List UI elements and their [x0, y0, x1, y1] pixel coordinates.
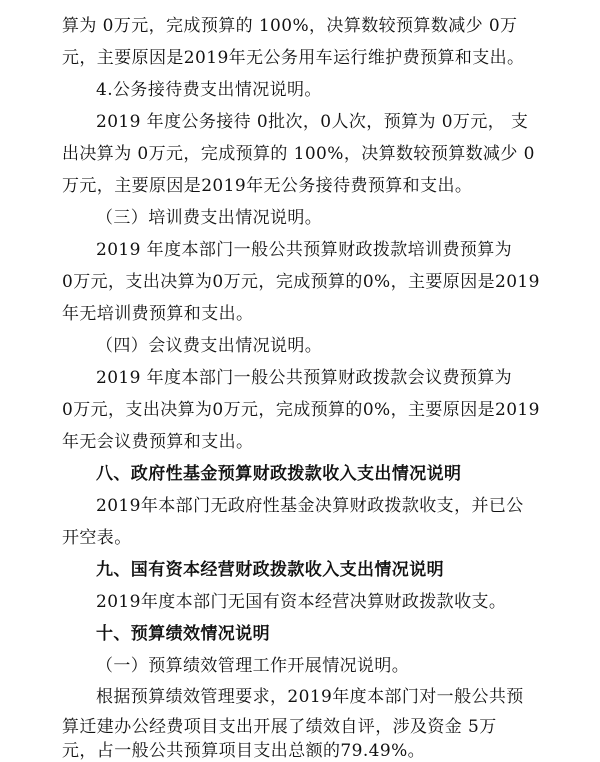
text-line: 元，占一般公共预算项目支出总额的79.49%。: [62, 741, 426, 761]
text-line: 算迁建办公经费项目支出开展了绩效自评，涉及资金 5万: [62, 717, 497, 737]
text-line: 开空表。: [62, 528, 132, 548]
text-line: 万元，主要原因是2019年无公务接待费预算和支出。: [62, 176, 473, 196]
text-line: 年无会议费预算和支出。: [62, 432, 254, 452]
text-line: 元，主要原因是2019年无公务用车运行维护费预算和支出。: [62, 48, 525, 68]
subsection-heading: （三）培训费支出情况说明。: [96, 208, 323, 228]
text-line: 算为 0万元，完成预算的 100%，决算数较预算数减少 0万: [62, 16, 518, 36]
section-heading: 九、国有资本经营财政拨款收入支出情况说明: [96, 560, 444, 580]
text-line: 2019年本部门无政府性基金决算财政拨款收支，并已公: [96, 496, 524, 516]
subsection-heading: 4.公务接待费支出情况说明。: [96, 80, 322, 100]
section-heading: 十、预算绩效情况说明: [96, 624, 270, 644]
text-line: 根据预算绩效管理要求，2019年度本部门对一般公共预: [96, 687, 524, 707]
text-line: 年无培训费预算和支出。: [62, 304, 254, 324]
subsection-heading: （四）会议费支出情况说明。: [96, 336, 323, 356]
text-line: 2019年度本部门无国有资本经营决算财政拨款收支。: [96, 592, 507, 612]
text-line: 2019 年度本部门一般公共预算财政拨款培训费预算为: [96, 240, 513, 260]
text-line: 出决算为 0万元，完成预算的 100%，决算数较预算数减少 0: [62, 144, 535, 164]
text-line: 2019 年度本部门一般公共预算财政拨款会议费预算为: [96, 368, 513, 388]
text-line: 0万元，支出决算为0万元，完成预算的0%，主要原因是2019: [62, 400, 540, 420]
subsection-heading: （一）预算绩效管理工作开展情况说明。: [96, 656, 410, 676]
text-line: 0万元，支出决算为0万元，完成预算的0%，主要原因是2019: [62, 272, 540, 292]
text-line: 2019 年度公务接待 0批次，0人次，预算为 0万元， 支: [96, 112, 529, 132]
section-heading: 八、政府性基金预算财政拨款收入支出情况说明: [96, 464, 462, 484]
